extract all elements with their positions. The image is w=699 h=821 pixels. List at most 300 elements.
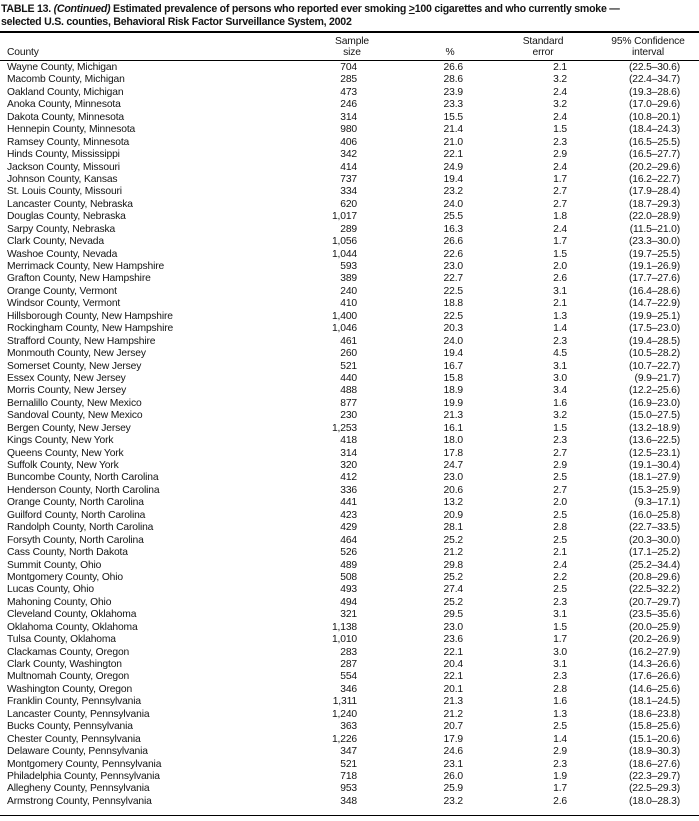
cell-se: 1.4 <box>553 323 567 335</box>
cell-county: Somerset County, New Jersey <box>7 360 142 372</box>
cell-ci: (15.3–25.9) <box>628 484 680 496</box>
cell-county: Montgomery County, Pennsylvania <box>7 758 162 770</box>
cell-percent: 29.5 <box>443 609 463 621</box>
cell-ci: (22.4–34.7) <box>628 74 680 86</box>
cell-sample: 348 <box>340 795 357 807</box>
cell-county: Buncombe County, North Carolina <box>7 472 159 484</box>
table-row <box>0 497 699 509</box>
cell-se: 2.2 <box>553 571 567 583</box>
cell-ci: (12.5–23.1) <box>628 447 680 459</box>
cell-percent: 16.3 <box>443 223 463 235</box>
cell-county: Lucas County, Ohio <box>7 584 94 596</box>
cell-county: Chester County, Pennsylvania <box>7 733 141 745</box>
table-row <box>0 647 699 659</box>
table-row <box>0 535 699 547</box>
cell-county: Armstrong County, Pennsylvania <box>7 795 152 807</box>
table-row <box>0 597 699 609</box>
cell-se: 3.1 <box>553 659 567 670</box>
cell-se: 2.6 <box>553 273 567 285</box>
cell-sample: 953 <box>340 783 357 795</box>
cell-se: 1.5 <box>553 422 567 434</box>
cell-percent: 20.3 <box>443 323 463 335</box>
cell-county: Washoe County, Nevada <box>7 248 118 260</box>
cell-sample: 1,400 <box>331 310 357 322</box>
cell-county: Hillsborough County, New Hampshire <box>7 310 173 322</box>
cell-sample: 414 <box>340 161 357 173</box>
cell-ci: (22.0–28.9) <box>628 211 680 223</box>
cell-ci: (23.3–30.0) <box>628 236 680 248</box>
cell-se: 1.5 <box>553 621 567 633</box>
cell-county: Windsor County, Vermont <box>7 298 121 310</box>
table-row <box>0 112 699 124</box>
cell-sample: 1,044 <box>331 248 357 260</box>
cell-se: 3.4 <box>553 385 567 397</box>
table-row <box>0 671 699 683</box>
cell-county: Oklahoma County, Oklahoma <box>7 621 138 633</box>
cell-percent: 19.4 <box>443 348 463 360</box>
cell-sample: 620 <box>340 198 357 210</box>
cell-percent: 20.1 <box>443 683 463 695</box>
cell-county: Hennepin County, Minnesota <box>7 124 136 136</box>
cell-county: Lancaster County, Pennsylvania <box>7 708 150 720</box>
cell-ci: (16.5–27.7) <box>628 149 680 161</box>
table-row <box>0 560 699 572</box>
cell-ci: (25.2–34.4) <box>628 559 680 571</box>
table-row <box>0 149 699 161</box>
cell-sample: 441 <box>340 497 357 509</box>
table-row <box>0 286 699 298</box>
cell-ci: (17.9–28.4) <box>628 186 680 198</box>
cell-sample: 526 <box>340 547 357 559</box>
cell-sample: 287 <box>340 659 357 670</box>
table-row <box>0 547 699 559</box>
cell-se: 2.7 <box>553 447 567 459</box>
cell-ci: (14.3–26.6) <box>628 659 680 670</box>
cell-ci: (11.5–21.0) <box>629 223 680 235</box>
cell-ci: (12.2–25.6) <box>628 385 680 397</box>
cell-percent: 23.0 <box>443 472 463 484</box>
cell-ci: (19.7–25.5) <box>628 248 680 260</box>
cell-county: Cass County, North Dakota <box>7 547 128 559</box>
cell-sample: 418 <box>340 435 357 447</box>
cell-percent: 22.1 <box>443 646 463 658</box>
cell-sample: 320 <box>340 460 357 471</box>
table-row <box>0 609 699 621</box>
cell-percent: 26.0 <box>443 770 463 782</box>
cell-se: 2.7 <box>553 198 567 210</box>
cell-se: 1.9 <box>553 770 567 782</box>
cell-se: 2.0 <box>553 261 567 272</box>
cell-se: 4.5 <box>553 348 567 360</box>
table-row <box>0 311 699 323</box>
table-row <box>0 448 699 460</box>
cell-percent: 21.2 <box>443 708 463 720</box>
cell-ci: (14.7–22.9) <box>628 298 680 310</box>
table-row <box>0 423 699 435</box>
cell-county: Macomb County, Michigan <box>7 74 125 86</box>
cell-county: Essex County, New Jersey <box>7 372 126 384</box>
table-row <box>0 460 699 472</box>
cell-se: 2.5 <box>553 584 567 596</box>
table-row <box>0 261 699 273</box>
table-title-line1: Estimated prevalence of persons who reported ever smoking <box>110 3 409 15</box>
cell-sample: 980 <box>340 124 357 136</box>
cell-county: Bernalillo County, New Mexico <box>7 397 142 409</box>
cell-ci: (16.2–22.7) <box>628 173 680 185</box>
cell-ci: (16.9–23.0) <box>628 397 680 409</box>
cell-ci: (16.2–27.9) <box>628 646 680 658</box>
cell-se: 1.7 <box>553 173 567 185</box>
cell-ci: (18.4–24.3) <box>628 124 680 136</box>
cell-county: Cleveland County, Oklahoma <box>7 609 137 621</box>
cell-county: Rockingham County, New Hampshire <box>7 323 174 335</box>
cell-percent: 19.4 <box>443 173 463 185</box>
table-number: TABLE 13. <box>1 3 51 15</box>
cell-percent: 19.9 <box>443 397 463 409</box>
cell-ci: (22.3–29.7) <box>628 770 680 782</box>
table-row <box>0 746 699 758</box>
cell-sample: 429 <box>340 522 357 534</box>
table-row <box>0 236 699 248</box>
cell-se: 1.7 <box>553 236 567 248</box>
cell-se: 3.1 <box>553 285 567 297</box>
cell-sample: 1,017 <box>331 211 357 223</box>
cell-county: Clark County, Washington <box>7 659 122 670</box>
cell-sample: 289 <box>340 223 357 235</box>
table-body <box>0 61 699 816</box>
cell-percent: 28.1 <box>443 522 463 534</box>
cell-sample: 321 <box>340 609 357 621</box>
table-row <box>0 124 699 136</box>
cell-se: 2.5 <box>553 509 567 521</box>
cell-ci: (19.4–28.5) <box>628 335 680 347</box>
cell-ci: (18.9–30.3) <box>628 746 680 758</box>
cell-percent: 23.2 <box>443 186 463 198</box>
cell-ci: (20.2–26.9) <box>628 634 680 646</box>
cell-se: 1.6 <box>553 397 567 409</box>
cell-county: Orange County, Vermont <box>7 285 117 297</box>
cell-se: 2.7 <box>553 484 567 496</box>
cell-ci: (19.9–25.1) <box>628 310 680 322</box>
cell-percent: 27.4 <box>443 584 463 596</box>
cell-se: 3.1 <box>553 609 567 621</box>
cell-ci: (18.6–27.6) <box>628 758 680 770</box>
cell-county: Morris County, New Jersey <box>7 385 127 397</box>
cell-percent: 22.6 <box>443 248 463 260</box>
table-row <box>0 584 699 596</box>
cell-sample: 406 <box>340 136 357 148</box>
table-row <box>0 522 699 534</box>
cell-sample: 554 <box>340 671 357 683</box>
cell-percent: 24.0 <box>443 198 463 210</box>
cell-se: 2.7 <box>553 186 567 198</box>
table-row <box>0 224 699 236</box>
table-row <box>0 398 699 410</box>
cell-percent: 28.6 <box>443 74 463 86</box>
cell-percent: 25.5 <box>443 211 463 223</box>
cell-ci: (10.8–20.1) <box>628 111 680 123</box>
cell-percent: 18.0 <box>443 435 463 447</box>
cell-county: Jackson County, Missouri <box>7 161 120 173</box>
cell-sample: 283 <box>340 646 357 658</box>
table-row <box>0 796 699 808</box>
table-row <box>0 634 699 646</box>
cell-se: 2.4 <box>553 223 567 235</box>
cell-se: 3.1 <box>553 360 567 372</box>
table-row <box>0 771 699 783</box>
table-row <box>0 361 699 373</box>
cell-county: Dakota County, Minnesota <box>7 111 124 123</box>
cell-se: 1.5 <box>553 248 567 260</box>
cell-ci: (10.5–28.2) <box>628 348 680 360</box>
cell-se: 1.6 <box>553 696 567 708</box>
cell-sample: 521 <box>340 758 357 770</box>
cell-percent: 20.7 <box>443 721 463 733</box>
cell-sample: 334 <box>340 186 357 198</box>
cell-ci: (18.1–24.5) <box>628 696 680 708</box>
table-row <box>0 734 699 746</box>
cell-sample: 423 <box>340 509 357 521</box>
cell-ci: (16.5–25.5) <box>628 136 680 148</box>
cell-ci: (15.0–27.5) <box>628 410 680 422</box>
cell-sample: 877 <box>340 397 357 409</box>
cell-se: 2.0 <box>553 497 567 509</box>
cell-county: Anoka County, Minnesota <box>7 99 121 111</box>
cell-percent: 23.3 <box>443 99 463 111</box>
cell-percent: 24.0 <box>443 335 463 347</box>
cell-se: 2.1 <box>553 298 567 310</box>
table-row <box>0 174 699 186</box>
cell-county: Mahoning County, Ohio <box>7 596 112 608</box>
table-row <box>0 249 699 261</box>
cell-sample: 508 <box>340 571 357 583</box>
cell-sample: 704 <box>340 62 357 73</box>
cell-sample: 1,311 <box>332 696 357 708</box>
cell-se: 1.5 <box>553 124 567 136</box>
table-row <box>0 472 699 484</box>
cell-se: 1.8 <box>553 211 567 223</box>
table-row <box>0 74 699 86</box>
cell-percent: 22.5 <box>443 285 463 297</box>
cell-ci: (15.8–25.6) <box>628 721 680 733</box>
cell-se: 2.3 <box>553 758 567 770</box>
cell-sample: 1,010 <box>331 634 357 646</box>
cell-ci: (17.0–29.6) <box>628 99 680 111</box>
cell-se: 2.4 <box>553 111 567 123</box>
cell-county: Johnson County, Kansas <box>7 173 118 185</box>
cell-county: Tulsa County, Oklahoma <box>7 634 116 646</box>
cell-county: Strafford County, New Hampshire <box>7 335 156 347</box>
cell-ci: (22.5–32.2) <box>628 584 680 596</box>
table-row <box>0 336 699 348</box>
cell-sample: 336 <box>340 484 357 496</box>
cell-percent: 20.9 <box>443 509 463 521</box>
cell-se: 2.5 <box>553 472 567 484</box>
cell-sample: 494 <box>340 596 357 608</box>
cell-se: 3.0 <box>553 372 567 384</box>
table-row <box>0 659 699 671</box>
cell-county: Summit County, Ohio <box>7 559 102 571</box>
cell-county: Douglas County, Nebraska <box>7 211 126 223</box>
cell-percent: 22.1 <box>443 671 463 683</box>
table-row <box>0 373 699 385</box>
cell-percent: 16.7 <box>443 360 463 372</box>
cell-percent: 23.9 <box>443 86 463 98</box>
cell-sample: 246 <box>340 99 357 111</box>
cell-sample: 363 <box>340 721 357 733</box>
cell-ci: (17.1–25.2) <box>628 547 680 559</box>
table-row <box>0 696 699 708</box>
cell-percent: 18.8 <box>443 298 463 310</box>
cell-percent: 23.0 <box>443 261 463 272</box>
cell-ci: (13.6–22.5) <box>628 435 680 447</box>
cell-se: 3.0 <box>553 646 567 658</box>
cell-county: Orange County, North Carolina <box>7 497 144 509</box>
table-row <box>0 684 699 696</box>
cell-sample: 488 <box>340 385 357 397</box>
cell-sample: 230 <box>340 410 357 422</box>
cell-sample: 342 <box>340 149 357 161</box>
cell-ci: (19.3–28.6) <box>628 86 680 98</box>
cell-county: Hinds County, Mississippi <box>7 149 120 161</box>
cell-percent: 21.3 <box>443 696 463 708</box>
cell-county: Franklin County, Pennsylvania <box>7 696 141 708</box>
cell-county: Queens County, New York <box>7 447 124 459</box>
cell-percent: 25.2 <box>443 596 463 608</box>
cell-sample: 314 <box>340 447 357 459</box>
cell-sample: 461 <box>340 335 357 347</box>
cell-ci: (18.6–23.8) <box>628 708 680 720</box>
cell-se: 2.1 <box>553 547 567 559</box>
table-row <box>0 783 699 795</box>
cell-sample: 1,240 <box>331 708 357 720</box>
cell-se: 2.8 <box>553 683 567 695</box>
cell-ci: (22.7–33.5) <box>628 522 680 534</box>
cell-ci: (9.3–17.1) <box>634 497 680 509</box>
cell-percent: 23.2 <box>443 795 463 807</box>
table-header-row <box>0 31 699 61</box>
cell-ci: (20.7–29.7) <box>628 596 680 608</box>
cell-percent: 25.2 <box>443 534 463 546</box>
cell-se: 1.3 <box>553 708 567 720</box>
cell-percent: 16.1 <box>443 422 463 434</box>
cell-sample: 410 <box>340 298 357 310</box>
cell-ci: (10.7–22.7) <box>628 360 680 372</box>
cell-sample: 389 <box>340 273 357 285</box>
cell-se: 3.2 <box>553 410 567 422</box>
cell-ci: (20.0–25.9) <box>628 621 680 633</box>
cell-ci: (14.6–25.6) <box>628 683 680 695</box>
cell-percent: 13.2 <box>443 497 463 509</box>
cell-percent: 22.5 <box>443 310 463 322</box>
cell-ci: (16.4–28.6) <box>628 285 680 297</box>
cell-percent: 21.0 <box>443 136 463 148</box>
cell-se: 2.9 <box>553 460 567 471</box>
cell-percent: 20.4 <box>443 659 463 670</box>
table-row <box>0 410 699 422</box>
table-row <box>0 211 699 223</box>
cell-se: 1.3 <box>553 310 567 322</box>
cell-county: Montgomery County, Ohio <box>7 571 123 583</box>
cell-sample: 346 <box>340 683 357 695</box>
cell-ci: (18.7–29.3) <box>628 198 680 210</box>
cell-percent: 25.2 <box>443 571 463 583</box>
cell-county: Wayne County, Michigan <box>7 62 118 73</box>
column-header-confidence-interval: 95% Confidence interval <box>611 36 685 58</box>
cell-percent: 29.8 <box>443 559 463 571</box>
cell-sample: 347 <box>340 746 357 758</box>
cell-county: Lancaster County, Nebraska <box>7 198 133 210</box>
cell-sample: 593 <box>340 261 357 272</box>
cell-county: Oakland County, Michigan <box>7 86 124 98</box>
cell-ci: (19.1–30.4) <box>628 460 680 471</box>
cell-sample: 1,056 <box>331 236 357 248</box>
table-row <box>0 137 699 149</box>
cell-percent: 26.6 <box>443 236 463 248</box>
geq-symbol: > <box>408 3 415 15</box>
cell-se: 2.3 <box>553 596 567 608</box>
cell-percent: 22.1 <box>443 149 463 161</box>
cell-se: 3.2 <box>553 74 567 86</box>
table-row <box>0 348 699 360</box>
cell-se: 2.3 <box>553 335 567 347</box>
table-row <box>0 721 699 733</box>
table-row <box>0 186 699 198</box>
cell-percent: 17.8 <box>443 447 463 459</box>
cell-county: Washington County, Oregon <box>7 683 133 695</box>
cell-sample: 493 <box>340 584 357 596</box>
cell-sample: 489 <box>340 559 357 571</box>
column-header-county: County <box>7 47 39 58</box>
cell-percent: 22.7 <box>443 273 463 285</box>
cell-sample: 521 <box>340 360 357 372</box>
table-row <box>0 162 699 174</box>
cell-county: Bucks County, Pennsylvania <box>7 721 133 733</box>
table-row <box>0 62 699 74</box>
cell-percent: 25.9 <box>443 783 463 795</box>
cell-se: 2.3 <box>553 136 567 148</box>
table-continued-flag: (Continued) <box>53 3 111 15</box>
cell-percent: 15.5 <box>443 111 463 123</box>
cell-se: 2.4 <box>553 86 567 98</box>
table-row <box>0 435 699 447</box>
table-row <box>0 199 699 211</box>
cell-ci: (22.5–29.3) <box>628 783 680 795</box>
cell-ci: (9.9–21.7) <box>634 372 680 384</box>
cell-sample: 473 <box>340 86 357 98</box>
cell-county: Delaware County, Pennsylvania <box>7 746 148 758</box>
cell-county: Multnomah County, Oregon <box>7 671 130 683</box>
table-row <box>0 87 699 99</box>
table-row <box>0 622 699 634</box>
cell-county: Henderson County, North Carolina <box>7 484 160 496</box>
cell-se: 1.7 <box>553 783 567 795</box>
cell-ci: (22.5–30.6) <box>628 62 680 73</box>
cell-se: 2.4 <box>553 559 567 571</box>
cell-se: 2.5 <box>553 534 567 546</box>
cell-se: 3.2 <box>553 99 567 111</box>
table-title-line1-tail: 100 cigarettes and who currently smoke — <box>414 3 620 15</box>
cell-percent: 23.6 <box>443 634 463 646</box>
cell-sample: 1,253 <box>331 422 357 434</box>
cell-county: Monmouth County, New Jersey <box>7 348 146 360</box>
cell-percent: 24.6 <box>443 746 463 758</box>
table-row <box>0 385 699 397</box>
cell-county: Forsyth County, North Carolina <box>7 534 144 546</box>
table-row <box>0 99 699 111</box>
cell-percent: 21.4 <box>443 124 463 136</box>
cell-county: Philadelphia County, Pennsylvania <box>7 770 160 782</box>
